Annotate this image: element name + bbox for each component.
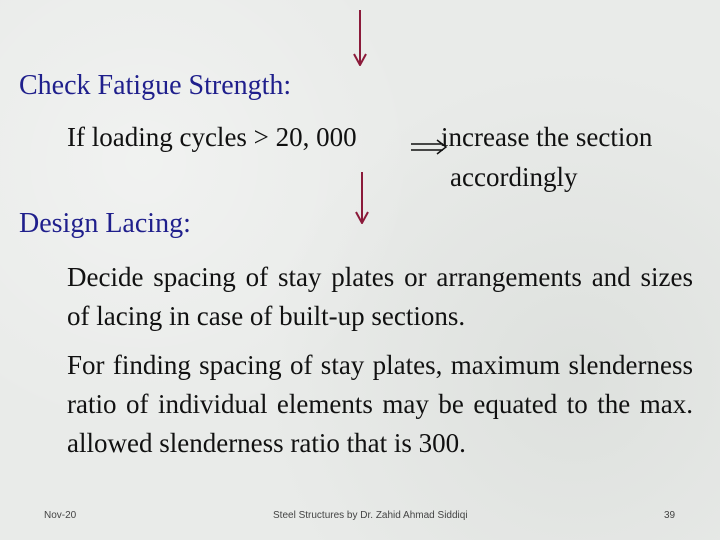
footer-title: Steel Structures by Dr. Zahid Ahmad Siddiqi bbox=[273, 510, 468, 521]
footer-date: Nov-20 bbox=[44, 510, 77, 521]
footer-page-number: 39 bbox=[664, 510, 676, 521]
lacing-paragraph-1: Decide spacing of stay plates or arrangements and sizes of lacing in case of built-up sections. bbox=[67, 262, 693, 331]
heading-design-lacing: Design Lacing: bbox=[19, 208, 191, 239]
flow-arrow-top-icon bbox=[353, 10, 367, 66]
lacing-paragraph-2: For finding spacing of stay plates, maximum slenderness ratio of individual elements may be equated to the max. allowed slenderness ratio that is 300. bbox=[67, 350, 693, 458]
fatigue-result-line2: accordingly bbox=[450, 162, 578, 192]
heading-check-fatigue: Check Fatigue Strength: bbox=[19, 70, 292, 101]
fatigue-result-line1: increase the section bbox=[441, 122, 653, 152]
fatigue-condition: If loading cycles > 20, 000 bbox=[67, 122, 357, 152]
flow-arrow-middle-icon bbox=[355, 172, 369, 224]
